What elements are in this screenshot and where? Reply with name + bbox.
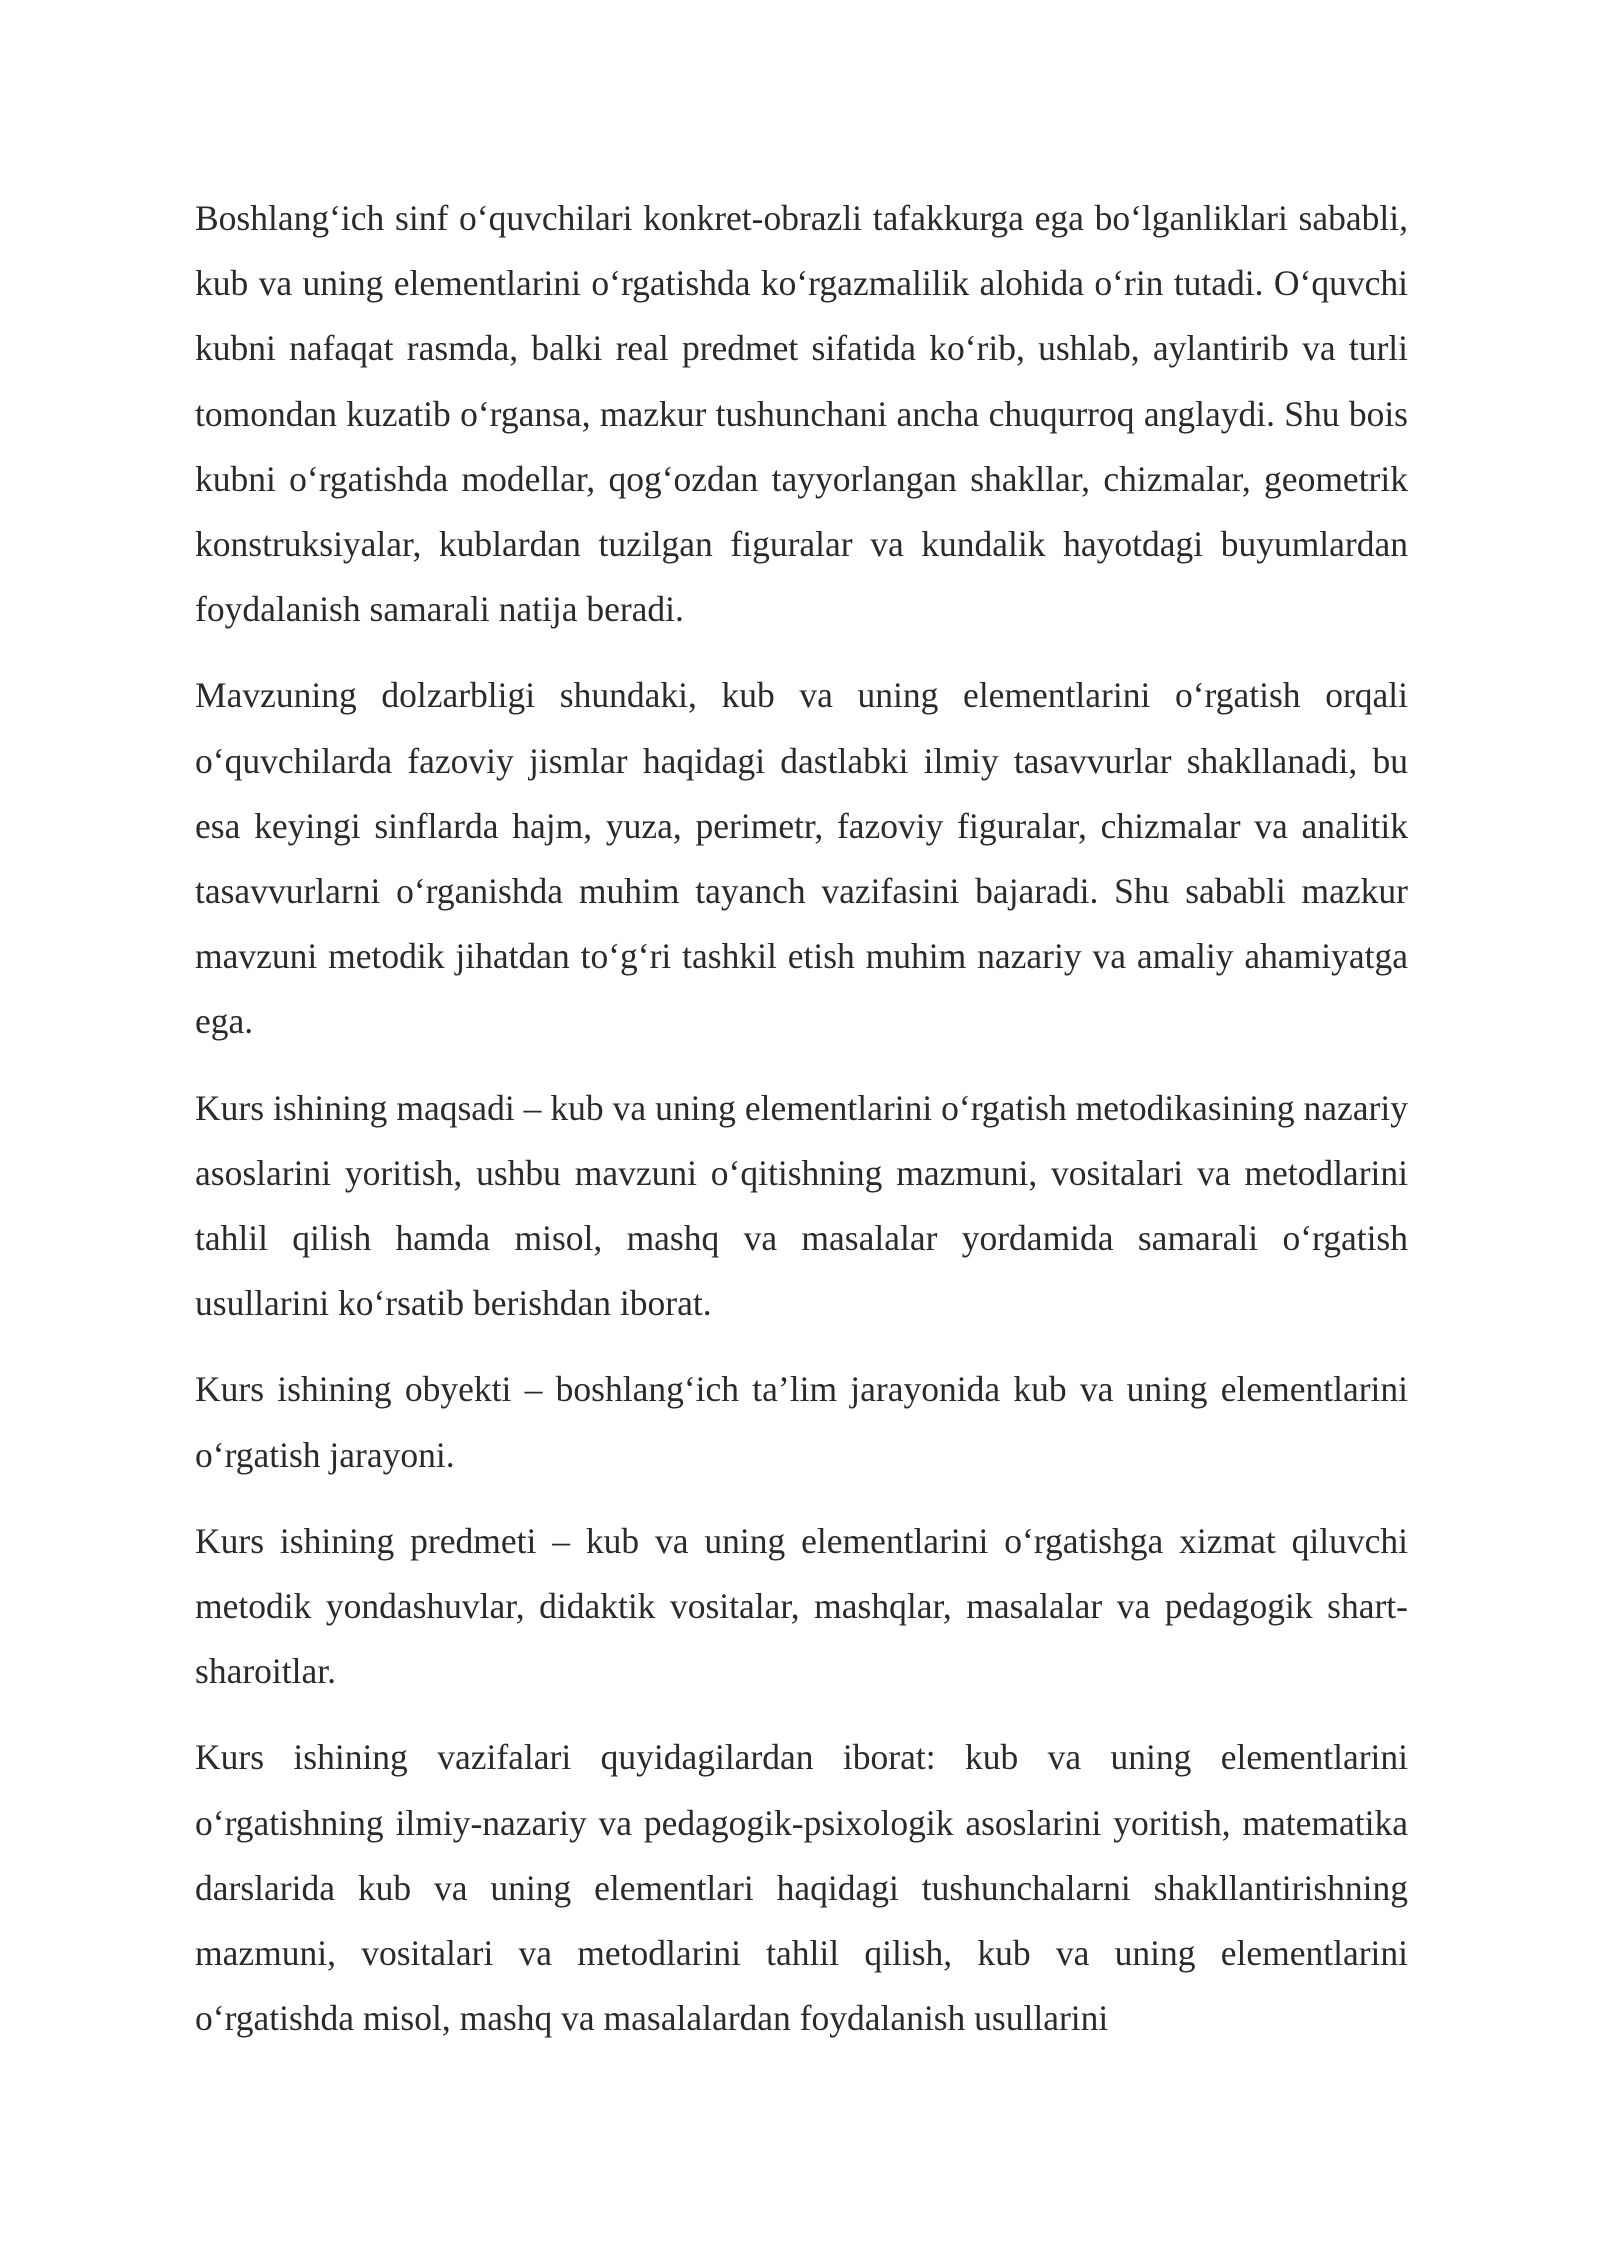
paragraph-visual-aids: Boshlang‘ich sinf o‘quvchilari konkret-obrazli tafakkurga ega bo‘lganliklari sababli, kub va uning elementlarini o‘rgatishda ko‘rgazmalilik alohida o‘rin tutadi. O‘quvchi kubni nafaqat rasmda, balki real predmet sifatida ko‘rib, ushlab, aylantirib va turli tomondan kuzatib o‘rgansa, mazkur tushunchani ancha chuqurroq anglaydi. Shu bois kubni o‘rgatishda modellar, qog‘ozdan tayyorlangan shakllar, chizmalar, geometrik konstruksiyalar, kublardan tuzilgan figuralar va kundalik hayotdagi buyumlardan foydalanish samarali natija beradi. <box>195 198 1408 630</box>
document-body <box>195 186 1408 2072</box>
paragraph-object: Kurs ishining obyekti – boshlang‘ich ta’lim jarayonida kub va uning elementlarini o‘rgatish jarayoni. <box>195 1369 1408 1475</box>
paragraph-goal: Kurs ishining maqsadi – kub va uning elementlarini o‘rgatish metodikasining nazariy asoslarini yoritish, ushbu mavzuni o‘qitishning mazmuni, vositalari va metodlarini tahlil qilish hamda misol, mashq va masalalar yordamida samarali o‘rgatish usullarini ko‘rsatib berishdan iborat. <box>195 1087 1408 1324</box>
paragraph-relevance: Mavzuning dolzarbligi shundaki, kub va uning elementlarini o‘rgatish orqali o‘quvchilarda fazoviy jismlar haqidagi dastlabki ilmiy tasavvurlar shakllanadi, bu esa keyingi sinflarda hajm, yuza, perimetr, fazoviy figuralar, chizmalar va analitik tasavvurlarni o‘rganishda muhim tayanch vazifasini bajaradi. Shu sababli mazkur mavzuni metodik jihatdan to‘g‘ri tashkil etish muhim nazariy va amaliy ahamiyatga ega. <box>195 675 1408 1042</box>
paragraph-subject: Kurs ishining predmeti – kub va uning elementlarini o‘rgatishga xizmat qiluvchi metodik yondashuvlar, didaktik vositalar, mashqlar, masalalar va pedagogik shart-sharoitlar. <box>195 1520 1408 1692</box>
paragraph-tasks: Kurs ishining vazifalari quyidagilardan iborat: kub va uning elementlarini o‘rgatishning ilmiy-nazariy va pedagogik-psixologik asoslarini yoritish, matematika darslarida kub va uning elementlari haqidagi tushunchalarni shakllantirishning mazmuni, vositalari va metodlarini tahlil qilish, kub va uning elementlarini o‘rgatishda misol, mashq va masalalardan foydalanish usullarini <box>195 1737 1408 2039</box>
